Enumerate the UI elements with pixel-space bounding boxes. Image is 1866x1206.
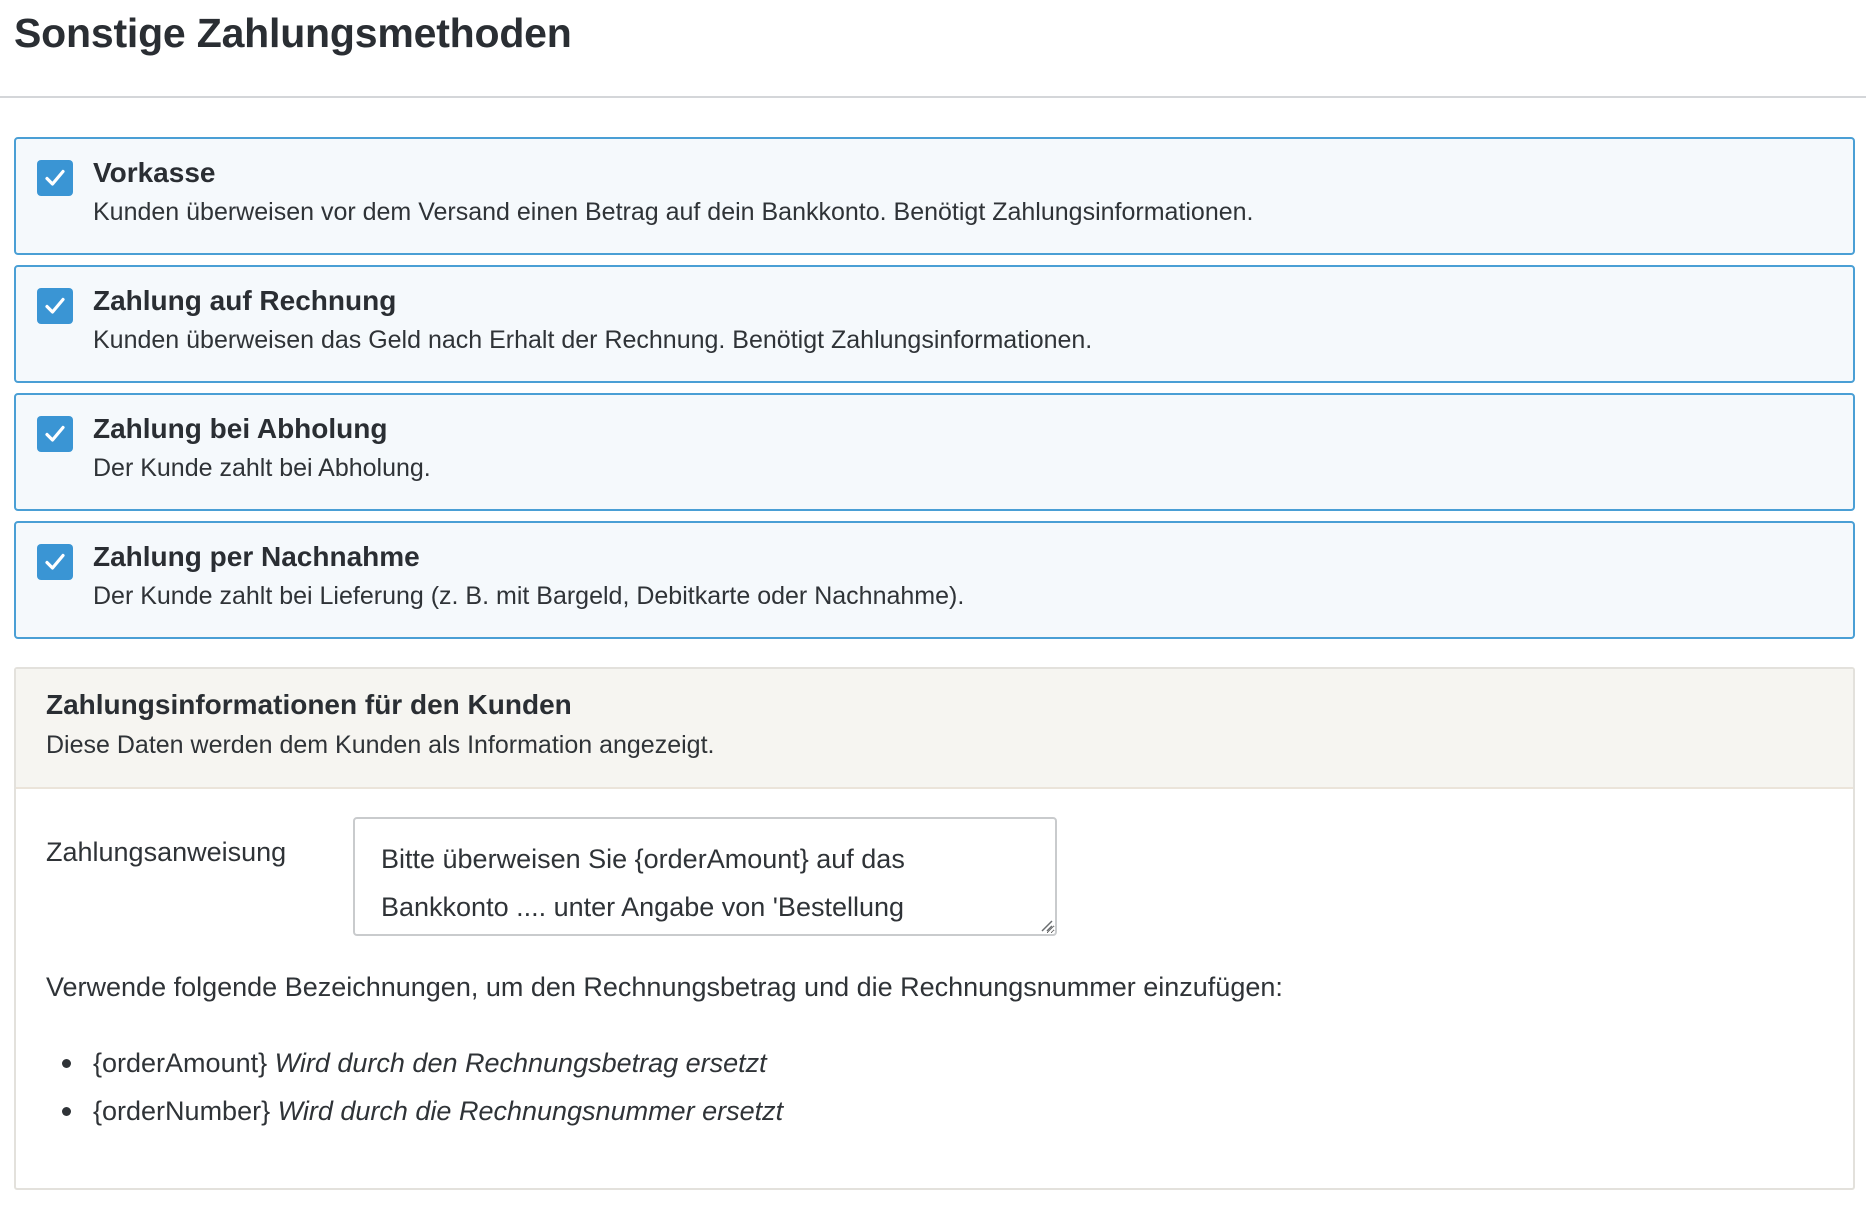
placeholder-list <box>46 1045 783 1141</box>
title-divider <box>0 96 1866 98</box>
list-item <box>46 1093 783 1141</box>
payment-info-panel <box>14 667 1855 1190</box>
payment-info-title: Zahlungsinformationen für den Kunden <box>46 689 572 720</box>
payment-instruction-label: Zahlungsanweisung <box>46 837 287 867</box>
checkmark-icon <box>42 549 68 575</box>
invoice-checkbox[interactable] <box>37 288 73 324</box>
method-title: Vorkasse <box>93 157 216 188</box>
checkmark-icon <box>42 421 68 447</box>
cash-on-delivery-checkbox[interactable] <box>37 544 73 580</box>
bullet-icon <box>62 1107 71 1116</box>
checkmark-icon <box>42 293 68 319</box>
pickup-checkbox[interactable] <box>37 416 73 452</box>
list-item <box>46 1045 783 1093</box>
resize-handle-icon[interactable] <box>1039 918 1053 932</box>
placeholder-description: Wird durch den Rechnungsbetrag ersetzt <box>274 1048 767 1078</box>
placeholder-hint: Verwende folgende Bezeichnungen, um den Rechnungsbetrag und die Rechnungsnummer einzufügen: <box>46 972 1283 1002</box>
bullet-icon <box>62 1059 71 1068</box>
payment-info-subtitle: Diese Daten werden dem Kunden als Information angezeigt. <box>46 731 715 759</box>
method-description: Der Kunde zahlt bei Abholung. <box>93 454 431 482</box>
payment-method-cash-on-delivery[interactable] <box>14 521 1855 639</box>
payment-method-pickup[interactable] <box>14 393 1855 511</box>
method-description: Der Kunde zahlt bei Lieferung (z. B. mit Bargeld, Debitkarte oder Nachnahme). <box>93 582 965 610</box>
method-description: Kunden überweisen vor dem Versand einen Betrag auf dein Bankkonto. Benötigt Zahlungsinformationen. <box>93 198 1254 226</box>
payment-info-header <box>16 669 1853 789</box>
payment-method-invoice[interactable] <box>14 265 1855 383</box>
payment-methods-list <box>14 137 1855 649</box>
payment-method-prepayment[interactable] <box>14 137 1855 255</box>
prepayment-checkbox[interactable] <box>37 160 73 196</box>
method-title: Zahlung per Nachnahme <box>93 541 420 572</box>
method-title: Zahlung bei Abholung <box>93 413 388 444</box>
page-title: Sonstige Zahlungsmethoden <box>14 10 572 56</box>
payment-instruction-textarea[interactable] <box>353 817 1057 936</box>
placeholder-description: Wird durch die Rechnungsnummer ersetzt <box>277 1096 784 1126</box>
method-title: Zahlung auf Rechnung <box>93 285 397 316</box>
placeholder-token: {orderNumber} <box>93 1096 271 1126</box>
method-description: Kunden überweisen das Geld nach Erhalt der Rechnung. Benötigt Zahlungsinformationen. <box>93 326 1093 354</box>
placeholder-token: {orderAmount} <box>93 1048 268 1078</box>
checkmark-icon <box>42 165 68 191</box>
